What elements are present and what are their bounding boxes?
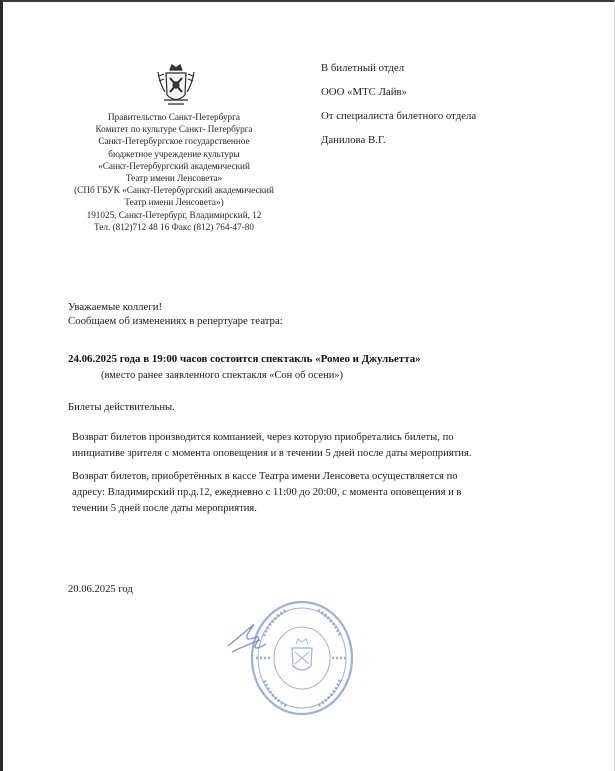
document-date: 20.06.2025 год xyxy=(68,584,133,595)
sender-line: Театр имени Ленсовета») xyxy=(124,197,224,208)
recipient-line: Данилова В.Г. xyxy=(321,134,386,146)
sender-line: 191025, Санкт-Петербург, Владимирский, 12 xyxy=(86,209,262,220)
paragraph-line: адресу: Владимирский пр.д.12, ежедневно с 11:00 до 20:00, с момента оповещения и в xyxy=(72,487,462,498)
paragraph-line: Возврат билетов, приобретённых в кассе Театра имени Ленсовета осуществляется по xyxy=(72,471,458,482)
sender-line: «Санкт-Петербургский академический xyxy=(98,160,250,171)
tickets-valid-text: Билеты действительны. xyxy=(68,402,175,413)
sender-line: Санкт-Петербургское государственное xyxy=(98,136,250,147)
recipient-line: От специалиста билетного отдела xyxy=(321,110,477,122)
performance-change-headline: 24.06.2025 года в 19:00 часов состоится спектакль «Ромео и Джульетта» xyxy=(68,353,421,365)
sender-line: Тел. (812)712 48 16 Факс (812) 764-47-80 xyxy=(94,221,254,232)
sender-line: Правительство Санкт-Петербурга xyxy=(108,112,240,122)
coat-of-arms-icon xyxy=(156,62,196,108)
official-stamp-icon xyxy=(226,596,356,718)
sender-line: бюджетное учреждение культуры xyxy=(108,148,240,159)
headline-note: (вместо ранее заявленного спектакля «Сон об осени») xyxy=(101,370,344,381)
paragraph-line: инициативе зрителя с момента оповещения и в течении 5 дней после даты мероприятия. xyxy=(72,448,472,459)
recipient-line: В билетный отдел xyxy=(321,62,405,74)
paragraph-line: течении 5 дней после даты мероприятия. xyxy=(72,503,257,514)
paragraph-line: Возврат билетов производится компанией, через которую приобретались билеты, по xyxy=(72,432,454,443)
greeting: Уважаемые коллеги! xyxy=(68,301,163,313)
greeting-block xyxy=(68,300,283,328)
sender-block xyxy=(54,111,294,233)
sender-line: (СПб ГБУК «Санкт-Петербургский академический xyxy=(74,185,274,196)
recipient-line: ООО «МТС Лайв» xyxy=(321,86,407,98)
return-company-paragraph xyxy=(72,430,471,462)
return-box-office-paragraph xyxy=(72,469,461,517)
sender-line: Комитет по культуре Санкт- Петербурга xyxy=(95,124,253,135)
recipient-block xyxy=(321,56,476,152)
intro-text: Сообщаем об изменениях в репертуаре театра: xyxy=(68,315,283,327)
sender-line: Театр имени Ленсовета» xyxy=(125,173,223,184)
